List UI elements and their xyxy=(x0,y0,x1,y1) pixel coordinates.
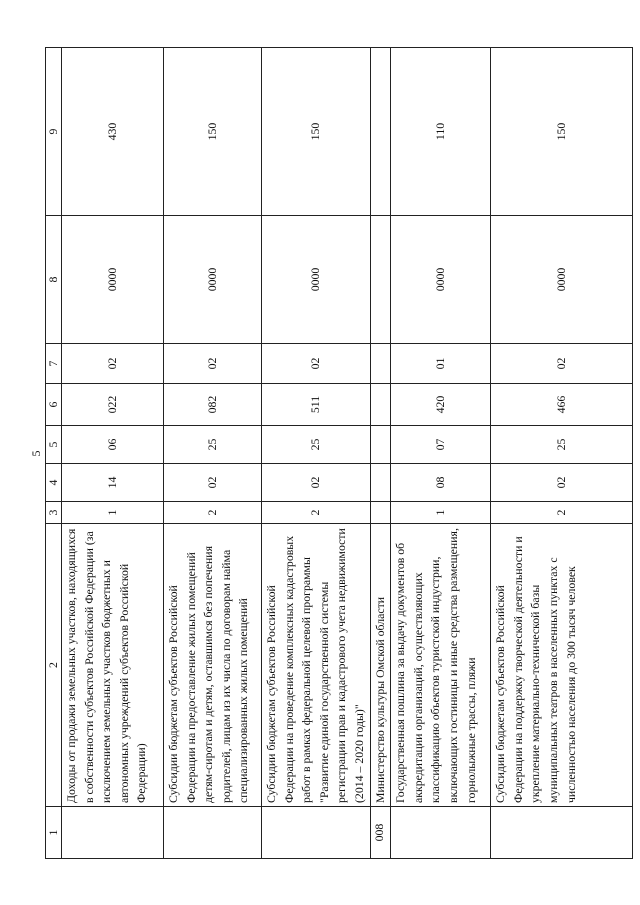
table-row xyxy=(62,48,164,859)
table-row xyxy=(391,48,491,859)
budget-codes-table xyxy=(45,47,633,859)
cell-8 xyxy=(370,216,391,344)
cell-8: 0000 xyxy=(262,216,371,344)
cell-5: 25 xyxy=(262,426,371,464)
cell-5: 07 xyxy=(391,426,491,464)
cell-9: 150 xyxy=(164,48,262,216)
cell-7: 02 xyxy=(262,344,371,384)
cell-4: 02 xyxy=(164,464,262,502)
ministry-code: 008 xyxy=(370,807,391,859)
code-cell xyxy=(491,807,633,859)
header-cell: 1 xyxy=(46,807,62,859)
cell-7: 02 xyxy=(164,344,262,384)
code-cell xyxy=(391,807,491,859)
cell-9 xyxy=(370,48,391,216)
cell-5: 06 xyxy=(62,426,164,464)
cell-4: 08 xyxy=(391,464,491,502)
cell-8: 0000 xyxy=(391,216,491,344)
header-cell: 8 xyxy=(46,216,62,344)
cell-6: 022 xyxy=(62,384,164,426)
page-number: 5 xyxy=(29,450,43,457)
header-cell: 5 xyxy=(46,426,62,464)
cell-3: 1 xyxy=(391,502,491,524)
cell-7: 02 xyxy=(62,344,164,384)
cell-5: 25 xyxy=(164,426,262,464)
cell-3: 1 xyxy=(62,502,164,524)
header-cell: 7 xyxy=(46,344,62,384)
ministry-name: Министерство культуры Омской области xyxy=(370,524,391,807)
header-row xyxy=(46,48,62,859)
cell-6: 420 xyxy=(391,384,491,426)
description-cell: Субсидии бюджетам субъектов Российской Федерации на проведение комплексных кадастровых работ в рамках федеральной целевой программы "Развитие единой государственной системы регистрации прав и кадастрового учета недвижимости (2014 – 2020 годы)" xyxy=(262,524,371,807)
cell-6: 082 xyxy=(164,384,262,426)
code-cell xyxy=(262,807,371,859)
cell-7 xyxy=(370,344,391,384)
description-cell: Государственная пошлина за выдачу документов об аккредитации организаций, осуществляющих классификацию объектов туристской индустрии, включающих гостиницы и иные средства размещения, горнолыжные трассы, пляжи xyxy=(391,524,491,807)
table-row xyxy=(491,48,633,859)
cell-7: 02 xyxy=(491,344,633,384)
code-cell xyxy=(62,807,164,859)
cell-9: 150 xyxy=(262,48,371,216)
cell-6: 511 xyxy=(262,384,371,426)
description-cell: Субсидии бюджетам субъектов Российской Федерации на предоставление жилых помещений детям-сиротам и детям, оставшимся без попечения родителей, лицам из их числа по договорам найма специализированных жилых помещений xyxy=(164,524,262,807)
cell-6 xyxy=(370,384,391,426)
header-cell: 3 xyxy=(46,502,62,524)
cell-8: 0000 xyxy=(62,216,164,344)
cell-4: 14 xyxy=(62,464,164,502)
description-cell: Субсидии бюджетам субъектов Российской Федерации на поддержку творческой деятельности и укрепление материально-технической базы муниципальных театров в населенных пунктах с численностью населения до 300 тысяч человек xyxy=(491,524,633,807)
header-cell: 2 xyxy=(46,524,62,807)
cell-4: 02 xyxy=(491,464,633,502)
rotated-page xyxy=(29,48,617,859)
description-cell: Доходы от продажи земельных участков, находящихся в собственности субъектов Российской Федерации (за исключением земельных участков бюджетных и автономных учреждений субъектов Российской Федерации) xyxy=(62,524,164,807)
code-cell xyxy=(164,807,262,859)
cell-9: 430 xyxy=(62,48,164,216)
cell-3: 2 xyxy=(491,502,633,524)
cell-3: 2 xyxy=(164,502,262,524)
header-cell: 6 xyxy=(46,384,62,426)
cell-8: 0000 xyxy=(491,216,633,344)
cell-4 xyxy=(370,464,391,502)
ministry-row xyxy=(370,48,391,859)
cell-8: 0000 xyxy=(164,216,262,344)
cell-6: 466 xyxy=(491,384,633,426)
cell-5 xyxy=(370,426,391,464)
cell-3: 2 xyxy=(262,502,371,524)
cell-4: 02 xyxy=(262,464,371,502)
cell-3 xyxy=(370,502,391,524)
header-cell: 9 xyxy=(46,48,62,216)
table-row xyxy=(262,48,371,859)
header-cell: 4 xyxy=(46,464,62,502)
table-row xyxy=(164,48,262,859)
cell-9: 110 xyxy=(391,48,491,216)
cell-5: 25 xyxy=(491,426,633,464)
cell-7: 01 xyxy=(391,344,491,384)
cell-9: 150 xyxy=(491,48,633,216)
